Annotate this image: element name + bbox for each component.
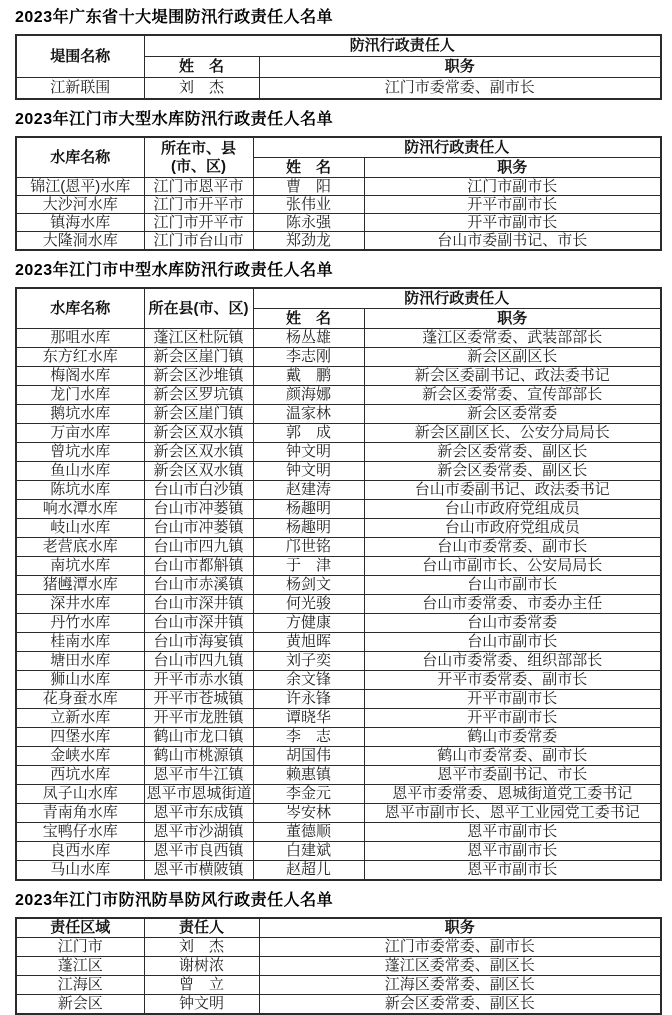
table-cell: 开平市副市长 bbox=[364, 709, 661, 728]
table-cell: 赵建涛 bbox=[253, 481, 364, 500]
header-reservoir-name: 水库名称 bbox=[16, 137, 144, 178]
table-row bbox=[16, 196, 661, 214]
table-cell: 钟文明 bbox=[253, 462, 364, 481]
table-cell: 恩平市副市长 bbox=[364, 842, 661, 861]
table-cell: 江门市委常委、副市长 bbox=[259, 78, 661, 100]
table-cell: 台山市都斛镇 bbox=[144, 557, 253, 576]
table-cell: 新会区委常委 bbox=[364, 405, 661, 424]
table-cell: 台山市深井镇 bbox=[144, 595, 253, 614]
table-title-large-reservoir: 2023年江门市大型水库防汛行政责任人名单 bbox=[15, 111, 334, 128]
table-cell: 张伟业 bbox=[253, 196, 364, 214]
table-cell: 白建斌 bbox=[253, 842, 364, 861]
table-cell: 开平市苍城镇 bbox=[144, 690, 253, 709]
table-cell: 新会区罗坑镇 bbox=[144, 386, 253, 405]
header-group-responsible: 防汛行政责任人 bbox=[144, 35, 661, 57]
table-cell: 青南角水库 bbox=[16, 804, 144, 823]
table-cell: 江门市委常委、副市长 bbox=[259, 938, 661, 957]
table-cell: 岑安林 bbox=[253, 804, 364, 823]
table-cell: 台山市政府党组成员 bbox=[364, 519, 661, 538]
table-title-medium-reservoir: 2023年江门市中型水库防汛行政责任人名单 bbox=[15, 262, 334, 279]
table-row bbox=[16, 671, 661, 690]
table-row bbox=[16, 842, 661, 861]
table-row bbox=[16, 690, 661, 709]
table-cell: 台山市委常委、副市长 bbox=[364, 538, 661, 557]
table-cell: 那咀水库 bbox=[16, 329, 144, 348]
table-cell: 开平市赤水镇 bbox=[144, 671, 253, 690]
dike-table bbox=[15, 34, 662, 100]
table-row bbox=[16, 481, 661, 500]
table-row bbox=[16, 214, 661, 232]
table-cell: 猪乸潭水库 bbox=[16, 576, 144, 595]
header-location-line2: (市、区) bbox=[171, 157, 226, 175]
table-cell: 锦江(恩平)水库 bbox=[16, 178, 144, 196]
table-cell: 江海区委常委、副区长 bbox=[259, 976, 661, 995]
table-cell: 新会区副区长、公安分局局长 bbox=[364, 424, 661, 443]
table-cell: 宝鸭仔水库 bbox=[16, 823, 144, 842]
table-cell: 于 津 bbox=[253, 557, 364, 576]
table-cell: 李金元 bbox=[253, 785, 364, 804]
table-row bbox=[16, 804, 661, 823]
table-row bbox=[16, 709, 661, 728]
table-cell: 何光骏 bbox=[253, 595, 364, 614]
table-row bbox=[16, 976, 661, 995]
table-cell: 曾 立 bbox=[144, 976, 259, 995]
table-cell: 钟文明 bbox=[144, 995, 259, 1015]
header-person-name: 姓 名 bbox=[253, 158, 364, 178]
header-row bbox=[16, 288, 661, 309]
header-location bbox=[144, 137, 253, 178]
table-row bbox=[16, 424, 661, 443]
header-reservoir-name: 水库名称 bbox=[16, 288, 144, 329]
table-cell: 台山市冲蒌镇 bbox=[144, 519, 253, 538]
table-row bbox=[16, 557, 661, 576]
table-cell: 陈坑水库 bbox=[16, 481, 144, 500]
table-cell: 胡国伟 bbox=[253, 747, 364, 766]
header-row bbox=[16, 137, 661, 158]
table-cell: 新会区崖门镇 bbox=[144, 405, 253, 424]
table-cell: 新会区委常委、宣传部部长 bbox=[364, 386, 661, 405]
header-region: 责任区域 bbox=[16, 918, 144, 938]
table-cell: 新会区双水镇 bbox=[144, 462, 253, 481]
section-medium-reservoir bbox=[15, 261, 660, 881]
table-cell: 台山市海宴镇 bbox=[144, 633, 253, 652]
table-row bbox=[16, 995, 661, 1015]
table-cell: 台山市副市长 bbox=[364, 633, 661, 652]
table-cell: 桂南水库 bbox=[16, 633, 144, 652]
table-cell: 曾坑水库 bbox=[16, 443, 144, 462]
table-cell: 新会区沙堆镇 bbox=[144, 367, 253, 386]
table-row bbox=[16, 823, 661, 842]
table-cell: 台山市四九镇 bbox=[144, 652, 253, 671]
table-cell: 鹤山市委常委 bbox=[364, 728, 661, 747]
table-cell: 蓬江区杜阮镇 bbox=[144, 329, 253, 348]
header-person-name: 姓 名 bbox=[144, 57, 259, 78]
table-cell: 赖惠镇 bbox=[253, 766, 364, 785]
table-cell: 余文锋 bbox=[253, 671, 364, 690]
header-person: 责任人 bbox=[144, 918, 259, 938]
table-cell: 梅阁水库 bbox=[16, 367, 144, 386]
table-row bbox=[16, 178, 661, 196]
table-cell: 恩平市副市长、恩平工业园党工委书记 bbox=[364, 804, 661, 823]
table-cell: 杨趣明 bbox=[253, 500, 364, 519]
table-row bbox=[16, 595, 661, 614]
table-cell: 谢树浓 bbox=[144, 957, 259, 976]
table-cell: 良西水库 bbox=[16, 842, 144, 861]
table-cell: 陈永强 bbox=[253, 214, 364, 232]
header-duty: 职务 bbox=[259, 57, 661, 78]
table-cell: 江门市开平市 bbox=[144, 214, 253, 232]
table-cell: 塘田水库 bbox=[16, 652, 144, 671]
table-cell: 江新联围 bbox=[16, 78, 144, 100]
table-cell: 恩平市良西镇 bbox=[144, 842, 253, 861]
table-cell: 新会区崖门镇 bbox=[144, 348, 253, 367]
table-cell: 恩平市恩城街道 bbox=[144, 785, 253, 804]
table-cell: 大隆洞水库 bbox=[16, 232, 144, 251]
table-cell: 新会区副区长 bbox=[364, 348, 661, 367]
table-cell: 鹤山市委常委、副市长 bbox=[364, 747, 661, 766]
table-cell: 杨丛雄 bbox=[253, 329, 364, 348]
table-cell: 新会区 bbox=[16, 995, 144, 1015]
medium-reservoir-table bbox=[15, 287, 662, 881]
table-cell: 江门市开平市 bbox=[144, 196, 253, 214]
header-person-name: 姓 名 bbox=[253, 309, 364, 329]
table-cell: 台山市赤溪镇 bbox=[144, 576, 253, 595]
table-cell: 恩平市东成镇 bbox=[144, 804, 253, 823]
table-row bbox=[16, 938, 661, 957]
table-cell: 蓬江区 bbox=[16, 957, 144, 976]
table-cell: 李 志 bbox=[253, 728, 364, 747]
table-cell: 刘子奕 bbox=[253, 652, 364, 671]
table-cell: 曹 阳 bbox=[253, 178, 364, 196]
sanfang-table-body bbox=[16, 938, 661, 1015]
table-cell: 温家林 bbox=[253, 405, 364, 424]
header-row bbox=[16, 35, 661, 57]
header-row bbox=[16, 918, 661, 938]
table-cell: 开平市副市长 bbox=[364, 214, 661, 232]
table-cell: 鹤山市桃源镇 bbox=[144, 747, 253, 766]
table-cell: 开平市副市长 bbox=[364, 690, 661, 709]
table-cell: 戴 鹏 bbox=[253, 367, 364, 386]
table-row bbox=[16, 614, 661, 633]
table-row bbox=[16, 728, 661, 747]
table-cell: 狮山水库 bbox=[16, 671, 144, 690]
table-cell: 台山市四九镇 bbox=[144, 538, 253, 557]
table-cell: 新会区委副书记、政法委书记 bbox=[364, 367, 661, 386]
table-row bbox=[16, 367, 661, 386]
table-cell: 鹅坑水库 bbox=[16, 405, 144, 424]
table-cell: 董德顺 bbox=[253, 823, 364, 842]
table-row bbox=[16, 500, 661, 519]
table-cell: 南坑水库 bbox=[16, 557, 144, 576]
table-cell: 杨趣明 bbox=[253, 519, 364, 538]
table-cell: 大沙河水库 bbox=[16, 196, 144, 214]
large-reservoir-table bbox=[15, 136, 662, 251]
table-cell: 西坑水库 bbox=[16, 766, 144, 785]
header-duty: 职务 bbox=[364, 309, 661, 329]
table-cell: 马山水库 bbox=[16, 861, 144, 881]
table-cell: 恩平市副市长 bbox=[364, 823, 661, 842]
table-cell: 万亩水库 bbox=[16, 424, 144, 443]
table-cell: 郑劲龙 bbox=[253, 232, 364, 251]
header-duty: 职务 bbox=[259, 918, 661, 938]
table-row bbox=[16, 329, 661, 348]
table-cell: 台山市委常委、组织部部长 bbox=[364, 652, 661, 671]
table-cell: 恩平市委副书记、市长 bbox=[364, 766, 661, 785]
header-duty: 职务 bbox=[364, 158, 661, 178]
table-row bbox=[16, 538, 661, 557]
table-row bbox=[16, 78, 661, 100]
table-cell: 赵超儿 bbox=[253, 861, 364, 881]
table-cell: 四堡水库 bbox=[16, 728, 144, 747]
table-row bbox=[16, 576, 661, 595]
table-cell: 台山市委常委、市委办主任 bbox=[364, 595, 661, 614]
table-row bbox=[16, 443, 661, 462]
table-row bbox=[16, 519, 661, 538]
table-cell: 杨剑文 bbox=[253, 576, 364, 595]
table-cell: 恩平市牛江镇 bbox=[144, 766, 253, 785]
table-cell: 李志刚 bbox=[253, 348, 364, 367]
sanfang-table bbox=[15, 917, 662, 1015]
table-cell: 许永锋 bbox=[253, 690, 364, 709]
large-reservoir-table-body bbox=[16, 178, 661, 251]
table-cell: 江海区 bbox=[16, 976, 144, 995]
header-location-line1: 所在市、县 bbox=[160, 140, 236, 158]
table-cell: 邝世铭 bbox=[253, 538, 364, 557]
table-cell: 黄旭晖 bbox=[253, 633, 364, 652]
section-sanfang bbox=[15, 891, 660, 1015]
medium-reservoir-table-body bbox=[16, 329, 661, 881]
table-cell: 鹤山市龙口镇 bbox=[144, 728, 253, 747]
table-cell: 花身蚕水库 bbox=[16, 690, 144, 709]
table-cell: 台山市副市长、公安局局长 bbox=[364, 557, 661, 576]
table-cell: 方健康 bbox=[253, 614, 364, 633]
table-cell: 台山市深井镇 bbox=[144, 614, 253, 633]
table-cell: 恩平市沙湖镇 bbox=[144, 823, 253, 842]
header-dike-name: 堤围名称 bbox=[16, 35, 144, 78]
table-cell: 颜海娜 bbox=[253, 386, 364, 405]
table-cell: 江门市台山市 bbox=[144, 232, 253, 251]
table-cell: 鱼山水库 bbox=[16, 462, 144, 481]
table-row bbox=[16, 861, 661, 881]
header-location: 所在县(市、区) bbox=[144, 288, 253, 329]
table-cell: 蓬江区委常委、武装部部长 bbox=[364, 329, 661, 348]
table-cell: 台山市冲蒌镇 bbox=[144, 500, 253, 519]
table-row bbox=[16, 348, 661, 367]
table-cell: 江门市恩平市 bbox=[144, 178, 253, 196]
table-cell: 台山市白沙镇 bbox=[144, 481, 253, 500]
table-cell: 刘 杰 bbox=[144, 78, 259, 100]
table-cell: 恩平市委常委、恩城街道党工委书记 bbox=[364, 785, 661, 804]
table-cell: 新会区委常委、副区长 bbox=[364, 443, 661, 462]
table-cell: 台山市委常委 bbox=[364, 614, 661, 633]
table-row bbox=[16, 232, 661, 251]
table-row bbox=[16, 747, 661, 766]
table-cell: 丹竹水库 bbox=[16, 614, 144, 633]
table-cell: 新会区委常委、副区长 bbox=[364, 462, 661, 481]
table-cell: 开平市龙胜镇 bbox=[144, 709, 253, 728]
table-cell: 台山市委副书记、市长 bbox=[364, 232, 661, 251]
table-cell: 开平市委常委、副市长 bbox=[364, 671, 661, 690]
dike-table-body bbox=[16, 78, 661, 100]
table-cell: 江门市 bbox=[16, 938, 144, 957]
table-cell: 新会区委常委、副区长 bbox=[259, 995, 661, 1015]
table-cell: 岐山水库 bbox=[16, 519, 144, 538]
table-cell: 开平市副市长 bbox=[364, 196, 661, 214]
table-cell: 钟文明 bbox=[253, 443, 364, 462]
table-cell: 台山市委副书记、政法委书记 bbox=[364, 481, 661, 500]
table-cell: 凤子山水库 bbox=[16, 785, 144, 804]
table-cell: 蓬江区委常委、副区长 bbox=[259, 957, 661, 976]
table-title-sanfang: 2023年江门市防汛防旱防风行政责任人名单 bbox=[15, 892, 334, 909]
table-row bbox=[16, 405, 661, 424]
table-cell: 恩平市横陂镇 bbox=[144, 861, 253, 881]
table-cell: 金峡水库 bbox=[16, 747, 144, 766]
table-cell: 深井水库 bbox=[16, 595, 144, 614]
table-cell: 新会区双水镇 bbox=[144, 424, 253, 443]
table-row bbox=[16, 633, 661, 652]
section-large-reservoir bbox=[15, 110, 660, 251]
table-row bbox=[16, 462, 661, 481]
table-row bbox=[16, 785, 661, 804]
table-cell: 郭 成 bbox=[253, 424, 364, 443]
table-row bbox=[16, 386, 661, 405]
table-row bbox=[16, 652, 661, 671]
table-cell: 江门市副市长 bbox=[364, 178, 661, 196]
table-cell: 台山市政府党组成员 bbox=[364, 500, 661, 519]
table-cell: 新会区双水镇 bbox=[144, 443, 253, 462]
header-group-responsible: 防汛行政责任人 bbox=[253, 137, 661, 158]
table-cell: 老营底水库 bbox=[16, 538, 144, 557]
table-title-dike: 2023年广东省十大堤围防汛行政责任人名单 bbox=[15, 9, 334, 26]
table-cell: 谭晓华 bbox=[253, 709, 364, 728]
table-cell: 龙门水库 bbox=[16, 386, 144, 405]
table-cell: 镇海水库 bbox=[16, 214, 144, 232]
table-row bbox=[16, 957, 661, 976]
table-cell: 台山市副市长 bbox=[364, 576, 661, 595]
table-cell: 响水潭水库 bbox=[16, 500, 144, 519]
table-cell: 立新水库 bbox=[16, 709, 144, 728]
table-cell: 恩平市副市长 bbox=[364, 861, 661, 881]
section-dike-top10 bbox=[15, 8, 660, 100]
table-row bbox=[16, 766, 661, 785]
header-group-responsible: 防汛行政责任人 bbox=[253, 288, 661, 309]
table-cell: 刘 杰 bbox=[144, 938, 259, 957]
table-cell: 东方红水库 bbox=[16, 348, 144, 367]
